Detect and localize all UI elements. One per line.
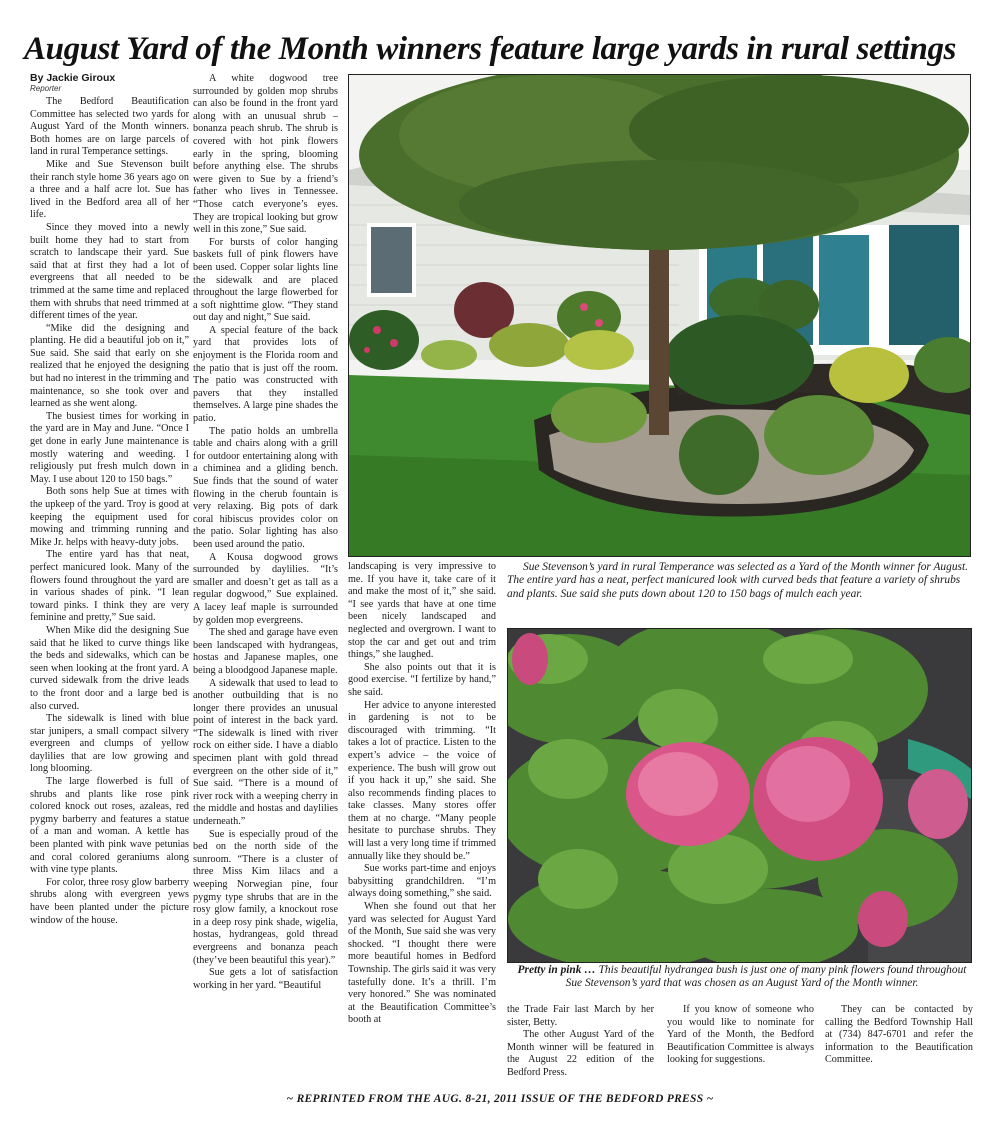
article-paragraph: When Mike did the designing Sue said that he liked to curve things like the beds and sidewalks, which can be seen when looking at the front yard. A curved sidewalk from the drive leads to the front door and a large bed is also curved. — [30, 624, 189, 712]
article-paragraph: Sue works part-time and enjoys babysitting grandchildren. “I’m always doing something,” she said. — [348, 863, 496, 900]
article-paragraph: Since they moved into a newly built home they had to start from scratch to landscape their yard. Sue said that at first they had a lot of evergreens that all needed to be trimmed at the same time and replaced them with shrubs that need trimmed at different times of the year. — [30, 221, 189, 322]
byline — [30, 72, 190, 93]
article-paragraph: A white dogwood tree surrounded by golden mop shrubs can also be found in the front yard along with an unusual shrub – bonanza peach shrub. The shrub is covered with hot pink flowers early in the spring, blooming before anything else. The shrubs were given to Sue by a friend’s father who lives in Tennessee. “Those catch everyone’s eyes. They are tropical looking but grow well in this zone,” Sue said. — [193, 73, 338, 236]
caption-text: This beautiful hydrangea bush is just one of many pink flowers found throughout Sue Stevenson’s yard that was chosen as an August Yard of the Month winner. — [565, 964, 967, 990]
article-paragraph: A sidewalk that used to lead to another outbuilding that is no longer there provides an unusual point of interest in the back yard. “The sidewalk is lined with river rock on either side. I have a diablo specimen plant with gold thread evergreen on the other side of it,” Sue said. “There is a mound of river rock with a weeping cherry in the middle and hostas and daylilies underneath.” — [193, 677, 338, 828]
article-column-6 — [825, 1004, 973, 1086]
article-paragraph: The busiest times for working in the yard are in May and June. “Once I get done in early June maintenance is mostly watering and weeding. I religiously put fresh mulch down in May. I use about 120 to 150 bags.” — [30, 410, 189, 485]
article-paragraph: The large flowerbed is full of shrubs and plants like rose pink colored knock out roses, azaleas, red pygmy barberry and features a statue of a man and woman. A kettle has been planted with pink wave petunias and coral colored geraniums along with vine type plants. — [30, 776, 189, 876]
article-headline: August Yard of the Month winners feature large yards in rural settings — [24, 31, 956, 67]
article-paragraph: Both sons help Sue at times with the upkeep of the yard. Troy is good at keeping the equipment used for mowing and trimming running and Mike Jr. helps with heavy-duty jobs. — [30, 486, 189, 548]
article-paragraph: Sue gets a lot of satisfaction working in her yard. “Beautiful — [193, 967, 338, 991]
article-paragraph: The other August Yard of the Month winner will be featured in the August 22 edition of the Bedford Press. — [507, 1029, 654, 1078]
article-paragraph: “Mike did the designing and planting. He did a beautiful job on it,” Sue said. She said that early on she realized that he enjoyed the designing but had no interest in the trimming and maintenance, so she took over and learned as she went along. — [30, 322, 189, 410]
article-paragraph: A Kousa dogwood grows surrounded by daylilies. “It’s smaller and doesn’t get as tall as a regular dogwood,” Sue explained. A lacey leaf maple is surrounded by golden mop evergreens. — [193, 551, 338, 626]
article-paragraph: the Trade Fair last March by her sister, Betty. — [507, 1004, 654, 1028]
article-column-4 — [507, 1004, 654, 1086]
article-paragraph: When she found out that her yard was selected for August Yard of the Month, Sue said she was very shocked. “I thought there were more beautiful homes in Bedford Township. The girls said it was very tastefully done. It’s a thrill. I’m very honored.” She was nominated at the Beautification Committee’s booth at — [348, 901, 496, 1026]
article-column-3 — [348, 561, 496, 1086]
yard-photo — [348, 74, 971, 557]
hydrangea-photo-caption — [510, 964, 974, 991]
article-paragraph: The sidewalk is lined with blue star junipers, a small compact silvery evergreen and clumps of yellow daylilies that are low growing and long blooming. — [30, 713, 189, 775]
article-paragraph: For bursts of color hanging baskets full of pink flowers have been used. Copper solar lights line the sidewalk and are placed throughout the large flowerbed for a soft nighttime glow. “They stand out day and night,” Sue said. — [193, 236, 338, 324]
byline-name: By Jackie Giroux — [30, 72, 116, 84]
article-paragraph: If you know of someone who you would like to nominate for Yard of the Month, the Bedford Beautification Committee is always looking for suggestions. — [667, 1004, 814, 1066]
reprint-footer: ~ REPRINTED FROM THE AUG. 8-21, 2011 ISSUE OF THE BEDFORD PRESS ~ — [286, 1093, 714, 1105]
article-paragraph: They can be contacted by calling the Bedford Township Hall at (734) 847-6701 and refer the information to the Beautification Committee. — [825, 1004, 973, 1066]
article-paragraph: The entire yard has that neat, perfect manicured look. Many of the flowers found throughout the yard are in various shades of pink. “I lean toward pinks. I think they are very feminine and pretty,” Sue said. — [30, 549, 189, 624]
article-column-5 — [667, 1004, 814, 1086]
article-paragraph: A special feature of the back yard that provides lots of enjoyment is the Florida room and the patio that is just off the room. The patio was constructed with pavers that they installed themselves. A large pine shades the patio. — [193, 324, 338, 425]
article-paragraph: The patio holds an umbrella table and chairs along with a grill for outdoor entertaining along with a chiminea and a gliding bench. Sue finds that the sound of water flowing in the cherub fountain is very relaxing. Big pots of dark coral hibiscus provides color on the patio. Solar lighting has also been used around the patio. — [193, 425, 338, 550]
article-paragraph: The Bedford Beautification Committee has selected two yards for August Yard of the Month winners. Both homes are on large parcels of land in rural Temperance settings. — [30, 96, 189, 158]
article-column-2 — [193, 73, 338, 1086]
article-paragraph: She also points out that it is good exercise. “I fertilize by hand,” she said. — [348, 661, 496, 698]
hydrangea-photo — [507, 628, 972, 963]
article-paragraph: landscaping is very impressive to me. If you have it, take care of it and make the most of it,” she said. “I see yards that have at one time been nicely landscaped and neglected and overgrown. I want to stop the car and get out and trim things,” she laughed. — [348, 561, 496, 661]
caption-lead: Pretty in pink … — [517, 964, 596, 976]
article-column-1 — [30, 96, 189, 1071]
article-paragraph: The shed and garage have even been landscaped with hydrangeas, hostas and Japanese maples, one being a bloodgood Japanese maple. — [193, 627, 338, 676]
article-paragraph: For color, three rosy glow barberry shrubs along with evergreen yews have been planted under the picture window of the house. — [30, 876, 189, 926]
article-paragraph: Mike and Sue Stevenson built their ranch style home 36 years ago on a three and a half acre lot. Sue has lived in the Bedford area all of her life. — [30, 158, 189, 221]
article-paragraph: Her advice to anyone interested in gardening is not to be discouraged with trimming. “It takes a lot of practice. Listen to the expert’s advice – the voice of experience. The bush will grow out if you hack it up,” she said. She also recommends finding places to take classes. Many stores offer them at no charge. “Many people hesitate to purchase shrubs. They will last a very long time if trimmed annually like they should be.” — [348, 699, 496, 862]
yard-photo-caption: Sue Stevenson’s yard in rural Temperance was selected as a Yard of the Month winner for August. The entire yard has a neat, perfect manicured look with curved beds that feature a variety of shrubs and plants. Sue said she puts down about 120 to 150 bags of mulch each year. — [507, 561, 968, 600]
byline-role: Reporter — [30, 84, 62, 93]
article-paragraph: Sue is especially proud of the bed on the north side of the sunroom. “There is a cluster of three Miss Kim lilacs and a weeping Norwegian pine, four pygmy type shrubs that are in the rosy glow family, a knockout rose in a deep rosy pink shade, wigelia, hostas, hydrangeas, gold thread evergreens and bonanza peach (they’ve been beautiful this year).” — [193, 828, 338, 966]
